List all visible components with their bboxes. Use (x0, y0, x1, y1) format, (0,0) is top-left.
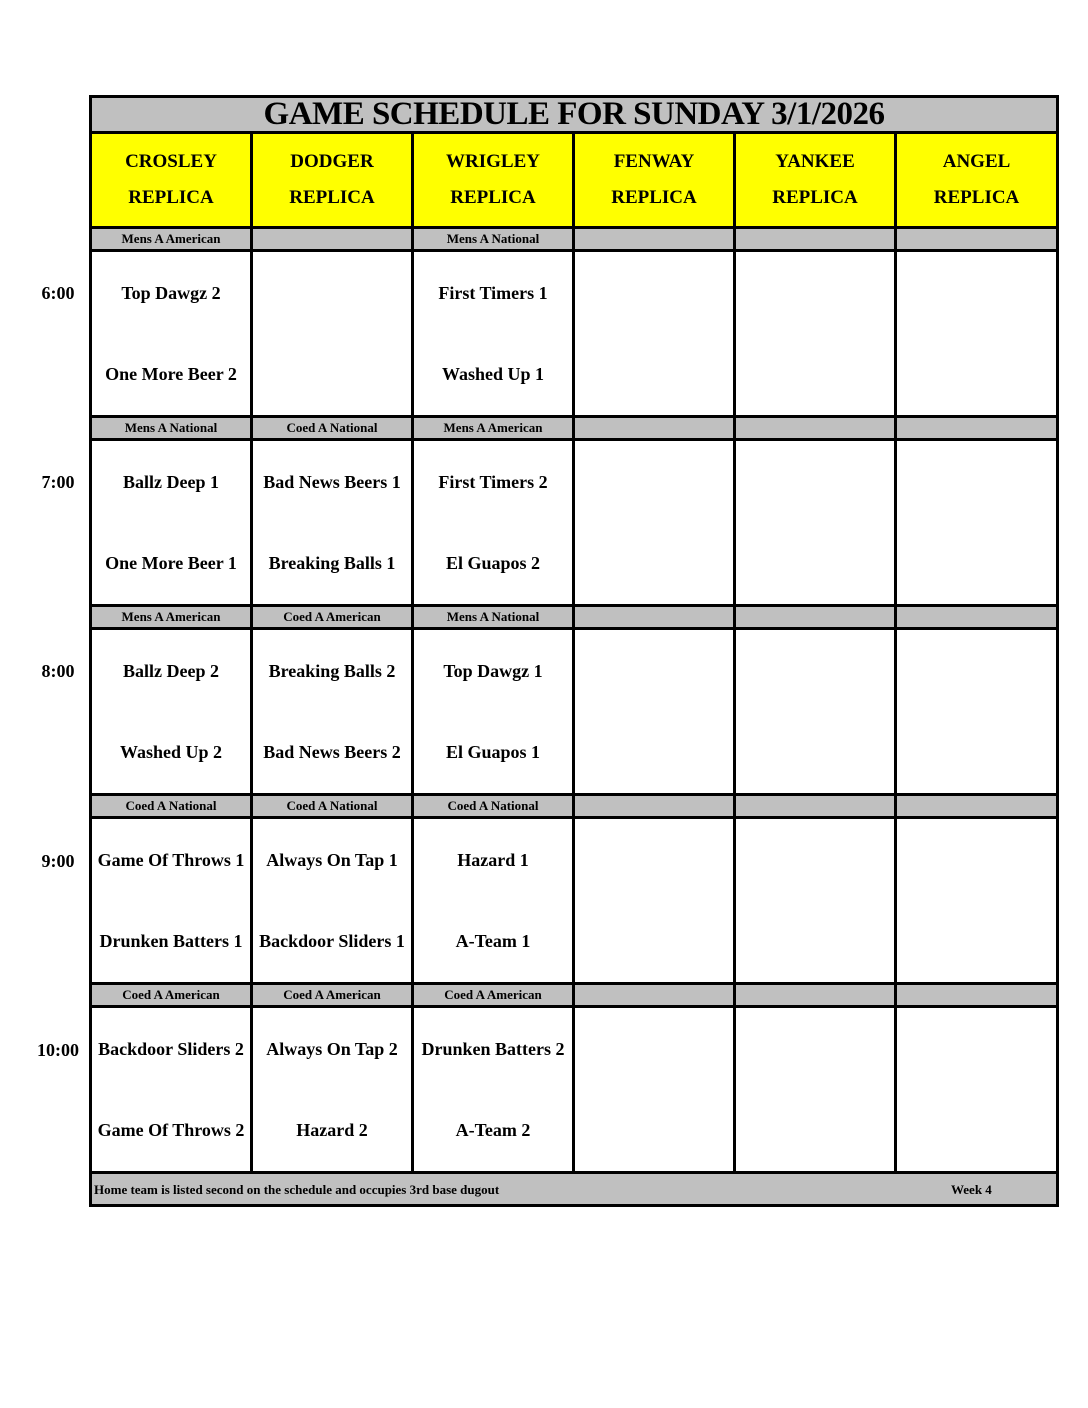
game-cell (91, 1007, 252, 1173)
away-team: Top Dawgz 1 (443, 661, 543, 681)
away-team (575, 1009, 733, 1090)
game-cell (574, 629, 735, 795)
field-header-4 (735, 133, 896, 228)
home-team: Bad News Beers 2 (263, 742, 401, 762)
game-row (91, 440, 1058, 606)
home-team (575, 334, 733, 415)
away-team (575, 820, 733, 901)
away-team (736, 253, 894, 334)
field-header-row (91, 133, 1058, 228)
game-cell (735, 440, 896, 606)
field-name: ANGEL (942, 151, 1011, 172)
home-team: El Guapos 1 (445, 742, 541, 762)
field-header-0 (91, 133, 252, 228)
division-label: Mens A American (91, 228, 252, 251)
game-row (91, 818, 1058, 984)
home-team: Breaking Balls 1 (268, 553, 396, 573)
week-label: Week 4 (951, 1182, 992, 1197)
field-header-2 (413, 133, 574, 228)
field-header-1 (252, 133, 413, 228)
time-slot-label: 9:00 (41, 851, 75, 871)
division-label (574, 417, 735, 440)
home-team (736, 1090, 894, 1171)
division-label: Coed A American (252, 606, 413, 629)
division-label (896, 228, 1058, 251)
division-label: Mens A National (91, 417, 252, 440)
away-team: Hazard 1 (457, 850, 529, 870)
division-label: Coed A American (91, 984, 252, 1007)
game-row (91, 1007, 1058, 1173)
away-team (736, 631, 894, 712)
away-team: Bad News Beers 1 (263, 472, 401, 492)
division-row (91, 417, 1058, 440)
time-slot-label: 7:00 (41, 472, 75, 492)
field-subtitle: REPLICA (128, 187, 214, 208)
game-cell (252, 629, 413, 795)
field-name: YANKEE (775, 151, 855, 172)
home-team (736, 523, 894, 604)
division-label: Coed A American (252, 984, 413, 1007)
home-team-note: Home team is listed second on the schedule and occupies 3rd base dugout (94, 1182, 500, 1197)
division-label (735, 228, 896, 251)
division-label (574, 606, 735, 629)
field-name: CROSLEY (125, 151, 217, 172)
away-team (736, 442, 894, 523)
division-row (91, 795, 1058, 818)
division-label (896, 606, 1058, 629)
home-team: Washed Up 1 (441, 364, 545, 384)
time-slot-label: 8:00 (41, 661, 75, 681)
division-label: Mens A American (91, 606, 252, 629)
away-team (736, 820, 894, 901)
division-label: Coed A American (413, 984, 574, 1007)
game-cell (574, 818, 735, 984)
home-team (897, 1090, 1056, 1171)
division-row (91, 984, 1058, 1007)
home-team (575, 901, 733, 982)
game-cell (574, 251, 735, 417)
game-row (91, 251, 1058, 417)
division-label (574, 984, 735, 1007)
home-team: A-Team 2 (455, 1120, 531, 1140)
game-cell (252, 1007, 413, 1173)
game-cell (735, 251, 896, 417)
home-team (736, 901, 894, 982)
division-label (252, 228, 413, 251)
away-team: First Timers 1 (438, 283, 548, 303)
away-team (575, 631, 733, 712)
field-subtitle: REPLICA (450, 187, 536, 208)
home-team (253, 334, 411, 415)
game-cell (413, 629, 574, 795)
home-team (575, 712, 733, 793)
away-team: Always On Tap 2 (266, 1039, 398, 1059)
game-cell (91, 629, 252, 795)
game-cell (735, 629, 896, 795)
home-team: One More Beer 2 (105, 364, 237, 384)
footer-bar (91, 1173, 1058, 1206)
schedule-title: GAME SCHEDULE FOR SUNDAY 3/1/2026 (91, 97, 1058, 133)
home-team (897, 712, 1056, 793)
away-team (897, 253, 1056, 334)
field-subtitle: REPLICA (933, 187, 1020, 208)
division-label (735, 984, 896, 1007)
game-cell (896, 440, 1058, 606)
away-team: Breaking Balls 2 (268, 661, 396, 681)
home-team (736, 334, 894, 415)
away-team (575, 442, 733, 523)
division-label (896, 984, 1058, 1007)
division-label: Mens A National (413, 606, 574, 629)
field-name: WRIGLEY (446, 151, 540, 172)
division-label (896, 795, 1058, 818)
division-label: Mens A American (413, 417, 574, 440)
home-team (897, 334, 1056, 415)
game-cell (413, 251, 574, 417)
division-row (91, 228, 1058, 251)
division-label: Coed A National (413, 795, 574, 818)
division-row (91, 606, 1058, 629)
division-label: Coed A National (91, 795, 252, 818)
field-subtitle: REPLICA (611, 187, 697, 208)
division-label (574, 228, 735, 251)
home-team: Backdoor Sliders 1 (259, 931, 405, 951)
schedule-table (89, 95, 1059, 1207)
away-team: Drunken Batters 2 (421, 1039, 565, 1059)
time-slot-label: 6:00 (41, 283, 75, 303)
division-label: Coed A National (252, 417, 413, 440)
game-cell (413, 818, 574, 984)
game-cell (896, 1007, 1058, 1173)
away-team: First Timers 2 (438, 472, 548, 492)
game-cell (252, 818, 413, 984)
game-cell (91, 440, 252, 606)
division-label (735, 417, 896, 440)
home-team (897, 901, 1056, 982)
away-team: Backdoor Sliders 2 (98, 1039, 244, 1059)
division-label: Coed A National (252, 795, 413, 818)
game-cell (574, 1007, 735, 1173)
away-team (253, 253, 411, 334)
game-cell (91, 251, 252, 417)
game-cell (896, 818, 1058, 984)
away-team (897, 631, 1056, 712)
home-team: Game Of Throws 2 (97, 1120, 245, 1140)
division-label (896, 417, 1058, 440)
away-team (897, 442, 1056, 523)
game-cell (574, 440, 735, 606)
away-team: Always On Tap 1 (266, 850, 398, 870)
home-team: A-Team 1 (455, 931, 531, 951)
field-name: FENWAY (613, 151, 695, 172)
away-team (897, 820, 1056, 901)
home-team (575, 1090, 733, 1171)
field-header-3 (574, 133, 735, 228)
home-team: Drunken Batters 1 (99, 931, 243, 951)
time-slot-label: 10:00 (37, 1040, 79, 1060)
division-label (735, 795, 896, 818)
field-subtitle: REPLICA (289, 187, 375, 208)
game-cell (735, 1007, 896, 1173)
division-label (574, 795, 735, 818)
away-team: Ballz Deep 1 (123, 472, 219, 492)
field-subtitle: REPLICA (772, 187, 858, 208)
away-team: Game Of Throws 1 (97, 850, 245, 870)
home-team (736, 712, 894, 793)
home-team (575, 523, 733, 604)
game-cell (252, 440, 413, 606)
division-label: Mens A National (413, 228, 574, 251)
away-team (736, 1009, 894, 1090)
game-cell (252, 251, 413, 417)
away-team: Ballz Deep 2 (123, 661, 219, 681)
game-cell (896, 629, 1058, 795)
away-team: Top Dawgz 2 (121, 283, 221, 303)
game-cell (91, 818, 252, 984)
game-cell (896, 251, 1058, 417)
game-cell (413, 440, 574, 606)
home-team: Washed Up 2 (119, 742, 223, 762)
home-team: One More Beer 1 (105, 553, 237, 573)
away-team (575, 253, 733, 334)
home-team: El Guapos 2 (445, 553, 541, 573)
home-team (897, 523, 1056, 604)
game-cell (413, 1007, 574, 1173)
home-team: Hazard 2 (296, 1120, 368, 1140)
game-row (91, 629, 1058, 795)
division-label (735, 606, 896, 629)
game-cell (735, 818, 896, 984)
field-name: DODGER (290, 151, 374, 172)
away-team (897, 1009, 1056, 1090)
field-header-5 (896, 133, 1058, 228)
